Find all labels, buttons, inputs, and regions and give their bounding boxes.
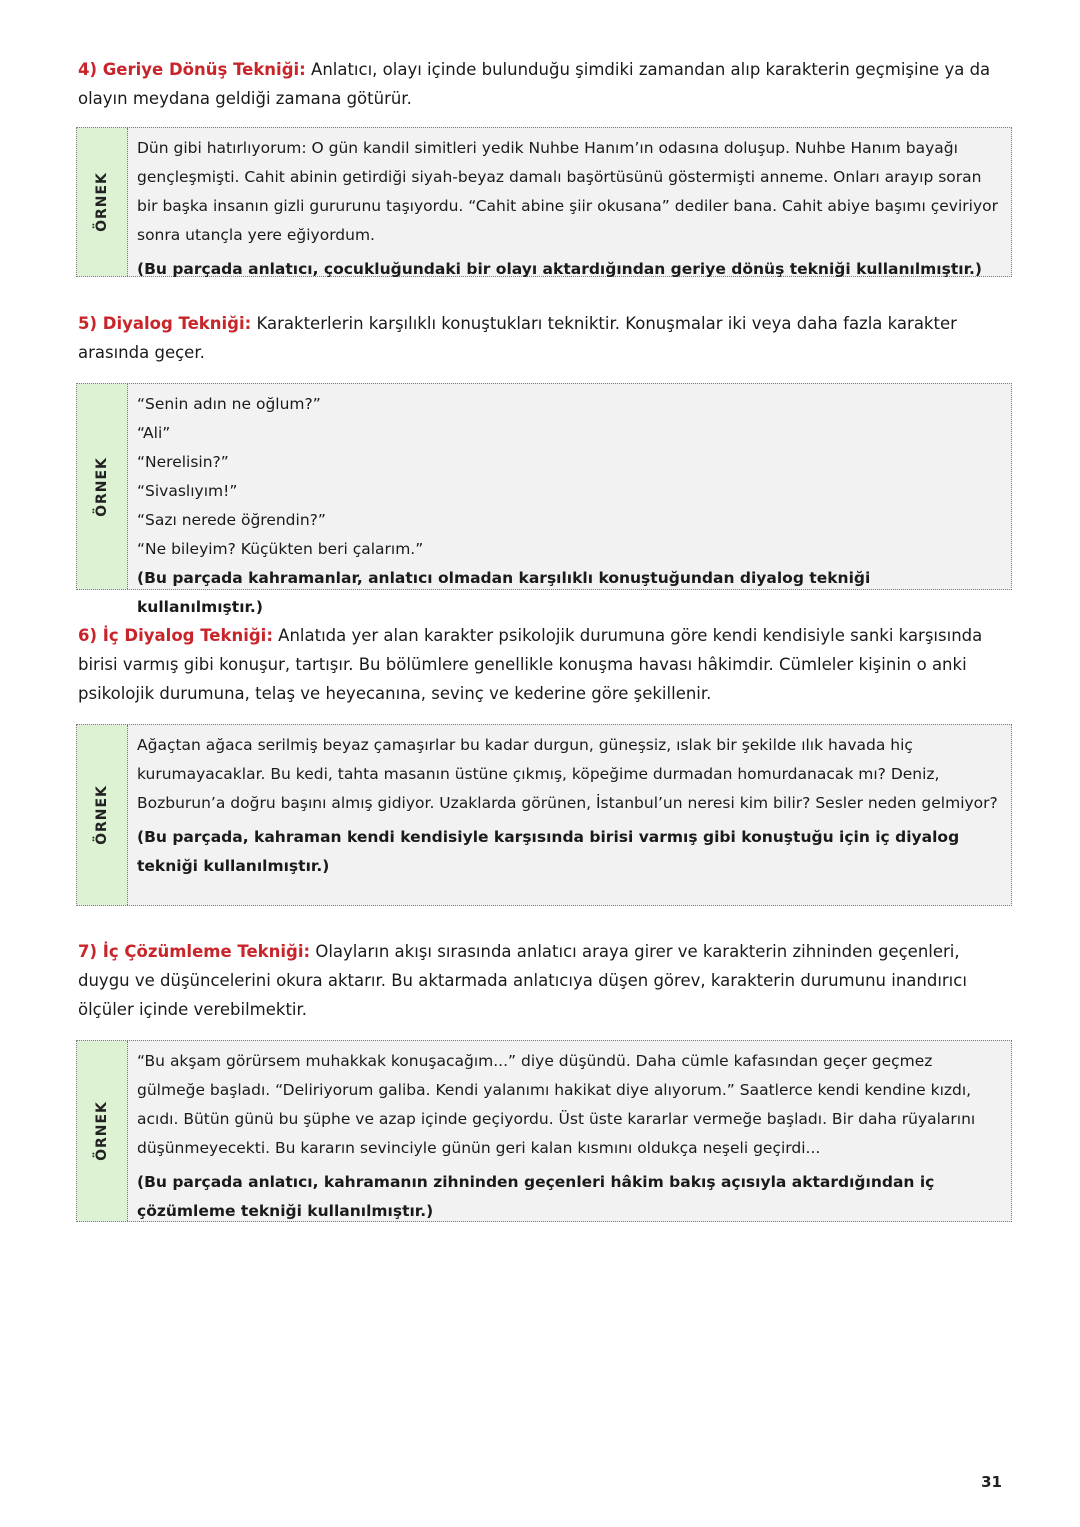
dialog-line: “Nerelisin?” [137,453,229,471]
section-heading-diyalog [78,309,1008,367]
dialog-line: “Sazı nerede öğrendin?” [137,511,326,529]
example-box-geriye-donus [76,127,1012,277]
dialog-line: “Ali” [137,424,171,442]
section-title: 5) Diyalog Tekniği: [78,314,252,333]
section-description: Anlatıcı, olayı içinde bulunduğu şimdiki zamandan alıp karakterin geçmişine ya da olayın meydana geldiği zamana götürür. [78,60,991,108]
section-title: 7) İç Çözümleme Tekniği: [78,942,311,961]
example-text: “Bu akşam görürsem muhakkak konuşacağım...” diye düşündü. Daha cümle kafasından geçer geçmez gülmeğe başladı. “Deliriyorum galiba. Kendi yalanımı hakikat diye alıyorum.” Saatlerce kendi kendine kızdı, acıdı. Bütün günü bu şüphe ve azap içinde geçiyordu. Üst üste kararlar vermeğe başladı. Bir daha rüyalarını düşünmeyecekti. Bu kararın sevinciyle günün geri kalan kısmını oldukça neşeli geçirdi... [137,1052,976,1157]
example-body [137,128,1011,290]
example-label: ÖRNEK [94,172,110,232]
example-tag [77,128,128,276]
example-body [137,1041,1011,1232]
page-number: 31 [981,1473,1002,1491]
section-description: Anlatıda yer alan karakter psikolojik durumuna göre kendi kendisiyle sanki karşısında birisi varmış gibi konuşur, tartışır. Bu bölümlere genellikle konuşma havası hâkimdir. Cümleler kişinin o anki psikolojik durumuna, telaş ve heyecanına, sevinç ve kederine göre şekillenir. [78,626,983,703]
example-text: Dün gibi hatırlıyorum: O gün kandil simitleri yedik Nuhbe Hanım’ın odasına doluşup. Nuhbe Hanım bayağı gençleşmişti. Cahit abinin getirdiği siyah-beyaz damalı başörtüsünü göstermişti anneme. Onları arayıp soran bir başka insanın gizli gururunu taşıyordu. “Cahit abine şiir okusana” dediler bana. Cahit abiye başımı çeviriyor sonra utançla yere eğiyordum. [137,139,998,244]
section-heading-geriye-donus [78,55,1008,113]
example-tag [77,1041,128,1221]
example-label: ÖRNEK [94,456,110,517]
example-label: ÖRNEK [94,1101,110,1161]
example-text: Ağaçtan ağaca serilmiş beyaz çamaşırlar bu kadar durgun, güneşsiz, ıslak bir şekilde ılık havada hiç kurumayacaklar. Bu kedi, tahta masanın üstüne çıkmış, köpeğime durmadan homurdanacak mı? Deniz, Bozburun’a doğru başını almış gidiyor. Uzaklarda görünen, İstanbul’un neresi kim bilir? Sesler neden gelmiyor? [137,736,998,812]
section-title: 4) Geriye Dönüş Tekniği: [78,60,306,79]
dialog-line: “Ne bileyim? Küçükten beri çalarım.” [137,540,424,558]
section-description: Olayların akışı sırasında anlatıcı araya girer ve karakterin zihninden geçenleri, duygu ve düşüncelerini okura aktarır. Bu aktarmada anlatıcıya düşen görev, karakterin durumunu inandırıcı ölçüler içinde verebilmektir. [78,942,967,1019]
dialog-line: “Senin adın ne oğlum?” [137,395,321,413]
example-tag [77,384,128,589]
example-box-diyalog [76,383,1012,616]
example-note: (Bu parçada, kahraman kendi kendisiyle karşısında birisi varmış gibi konuştuğu için iç diyalog tekniği kullanılmıştır.) [137,828,960,875]
example-note: (Bu parçada kahramanlar, anlatıcı olmadan karşılıklı konuştuğundan diyalog tekniği kullanılmıştır.) [137,569,871,616]
example-body [137,725,1011,887]
example-label: ÖRNEK [94,785,110,845]
section-heading-ic-diyalog [78,621,1008,708]
section-description: Karakterlerin karşılıklı konuştukları tekniktir. Konuşmalar iki veya daha fazla karakter arasında geçer. [78,314,957,362]
example-box-ic-cozumleme [76,1040,1012,1222]
section-title: 6) İç Diyalog Tekniği: [78,626,273,645]
example-note: (Bu parçada anlatıcı, çocukluğundaki bir olayı aktardığından geriye dönüş tekniği kullanılmıştır.) [137,260,982,278]
example-body [137,384,1011,628]
example-tag [77,725,128,905]
example-note: (Bu parçada anlatıcı, kahramanın zihninden geçenleri hâkim bakış açısıyla aktardığından iç çözümleme tekniği kullanılmıştır.) [137,1173,935,1220]
example-box-ic-diyalog [76,724,1012,906]
dialog-line: “Sivaslıyım!” [137,482,238,500]
section-heading-ic-cozumleme [78,937,1008,1024]
